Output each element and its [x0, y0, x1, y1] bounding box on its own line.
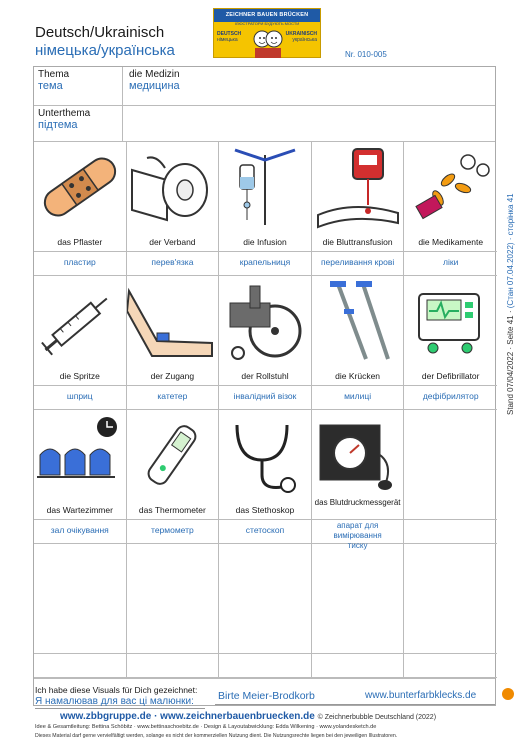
vocab-card: [219, 142, 312, 276]
word-ukrainian: ліки: [443, 257, 459, 267]
empty-card: [219, 544, 312, 678]
catheter-arm-icon: [127, 276, 219, 366]
subtopic-row: [34, 106, 495, 142]
word-ukrainian: милиці: [344, 391, 372, 401]
subtopic-label: Unterthema: [38, 108, 91, 119]
word-ukrainian: переливання крові: [320, 257, 395, 267]
topic-row: [34, 67, 495, 106]
stand-de: Stand 07/04/2022 · Seite 41 ·: [506, 310, 515, 415]
word-german: die Bluttransfusion: [322, 237, 393, 247]
title-german: Deutsch/Ukrainisch: [35, 24, 165, 41]
project-websites: [60, 711, 436, 722]
word-ukrainian: шприц: [66, 391, 93, 401]
vocab-cards: [34, 142, 497, 678]
logo-line2: ІЛЮСТРАТОРИ БУДУЮТЬ МОСТИ: [234, 21, 300, 26]
topic-label-ua: тема: [38, 80, 63, 92]
word-german: die Spritze: [59, 371, 100, 381]
topic-value: die Medizin: [129, 69, 180, 80]
topic-value-ua: медицина: [129, 80, 180, 92]
vocab-card: [219, 276, 312, 410]
topic-label: Thema: [38, 69, 70, 80]
topic-value-cell: [123, 67, 497, 105]
word-german: das Pflaster: [57, 237, 103, 247]
word-ukrainian: дефібрилятор: [422, 391, 479, 401]
project-logo: [213, 8, 321, 58]
word-ukrainian: стетоскоп: [245, 525, 285, 535]
vocab-card: [404, 276, 497, 410]
syringe-icon: [34, 276, 126, 366]
defibrillator-icon: [404, 276, 497, 366]
word-ukrainian: інвалідний візок: [233, 391, 297, 401]
word-german: der Verband: [149, 237, 196, 247]
vocab-card: [127, 142, 220, 276]
copyright: © Zeichnerbubble Deutschland (2022): [317, 714, 437, 721]
title-ukrainian: німецька/українська: [35, 42, 175, 59]
word-german: der Defibrillator: [421, 371, 480, 381]
thermometer-icon: [127, 410, 219, 500]
logo-line1: ZEICHNER BAUEN BRÜCKEN: [225, 12, 309, 18]
empty-card: [404, 544, 497, 678]
vocab-card: [34, 276, 127, 410]
visuals-credit-ua: Я намалював для вас ці малюнки:: [35, 696, 194, 707]
vocab-card: [312, 410, 405, 550]
pills-icon: [404, 142, 497, 232]
vocab-card: [312, 276, 405, 410]
orange-dot: [502, 688, 514, 700]
word-ukrainian: пластир: [63, 257, 96, 267]
word-german: das Thermometer: [138, 505, 206, 515]
author-website[interactable]: www.bunterfarbklecks.de: [365, 690, 477, 701]
vocab-card: [127, 276, 220, 410]
word-german: die Medikamente: [418, 237, 484, 247]
credits-line: Idee & Gesamtleitung: Bettina Schöbitz · www.bettinaschoebitz.de · Design & Layoutabwicklung: Edda Wilkening · www.yolandesketch.de: [35, 724, 377, 730]
word-ukrainian: термометр: [151, 525, 194, 535]
author-name: Birte Meier-Brodkorb: [218, 690, 315, 702]
logo-ukrainian: UKRAINISCH: [285, 31, 317, 37]
vocab-card: [34, 410, 127, 544]
waiting-room-icon: [34, 410, 126, 500]
crutches-icon: [312, 276, 404, 366]
word-ukrainian: крапельниця: [239, 257, 291, 267]
logo-german: DEUTSCH: [217, 31, 242, 37]
word-ukrainian: перев'язка: [151, 257, 194, 267]
empty-card: [127, 544, 220, 678]
subtopic-value-cell: [123, 106, 497, 141]
stethoscope-icon: [219, 410, 311, 500]
blood-pressure-icon: [312, 410, 404, 500]
vocab-card: [127, 410, 220, 544]
logo-ukrainian-sub: українська: [292, 37, 317, 43]
word-german: die Krücken: [335, 371, 381, 381]
vocab-card: [404, 142, 497, 276]
vocab-card: [219, 410, 312, 544]
document-number: Nr. 010-005: [345, 50, 387, 59]
word-german: die Infusion: [243, 237, 287, 247]
word-german: der Zugang: [150, 371, 195, 381]
empty-card: [312, 544, 405, 678]
stand-ua: (Стан 07.04.2022) · сторінка 41: [506, 193, 515, 309]
bandage-icon: [34, 142, 126, 232]
vocab-card: [312, 142, 405, 276]
visuals-credit-de: Ich habe diese Visuals für Dich gezeichnet:: [35, 685, 198, 695]
illustrators-faces-icon: [252, 27, 284, 58]
word-german: das Blutdruckmessgerät: [314, 498, 401, 507]
subtopic-label-ua: підтема: [38, 119, 78, 131]
iv-drip-icon: [219, 142, 311, 232]
word-ukrainian: зал очікування: [50, 525, 109, 535]
license-line: Dieses Material darf gerne vervielfältigt werden, solange es nicht der kommerziellen Nutzung dient. Die Nutzungsrechte liegen bei den jeweiligen Illustratoren.: [35, 733, 398, 739]
gauze-roll-icon: [127, 142, 219, 232]
word-german: das Stethoskop: [235, 505, 295, 515]
wheelchair-icon: [219, 276, 311, 366]
word-ukrainian: апарат для вимірювання тиску: [333, 521, 382, 550]
blood-bag-icon: [312, 142, 404, 232]
word-german: der Rollstuhl: [241, 371, 289, 381]
word-ukrainian: катетер: [157, 391, 188, 401]
logo-german-sub: німецька: [217, 37, 238, 43]
subtopic-label-cell: [34, 106, 123, 141]
topic-label-cell: [34, 67, 123, 105]
worksheet-grid: [33, 66, 496, 706]
stand-sidebar: [506, 193, 515, 415]
project-websites-text[interactable]: www.zbbgruppe.de · www.zeichnerbauenbruecken.de: [60, 711, 315, 722]
empty-card: [404, 410, 497, 544]
vocab-card: [34, 142, 127, 276]
empty-card: [34, 544, 127, 678]
word-german: das Wartezimmer: [46, 505, 113, 515]
